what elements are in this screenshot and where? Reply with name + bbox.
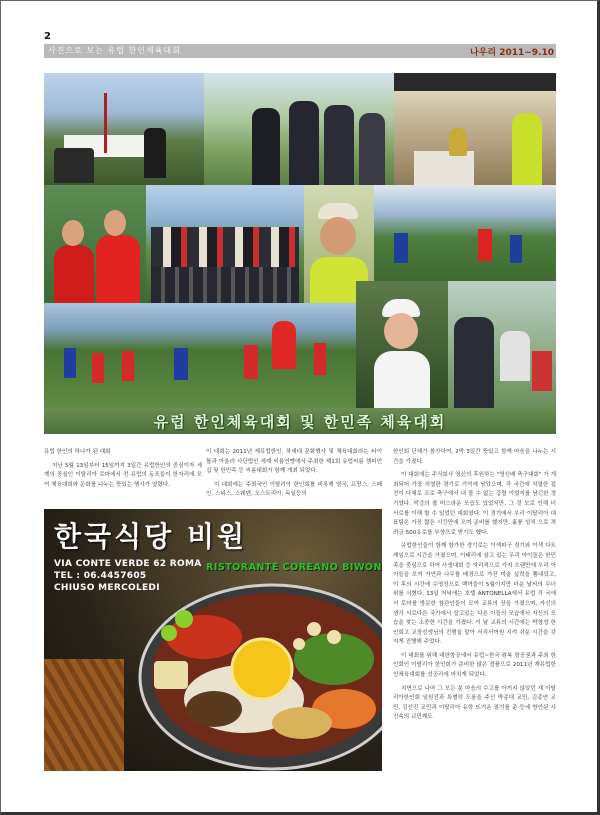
issue-label: 나우리 2011~9.10 [469, 48, 554, 58]
article-paragraph: 유럽한인들이 함께 함가한 경기로는 이색피구 경기와 이색 다트 게임으로 시간을 가졌으며, 이태리에 살고 있는 우리 아이들은 한민족을 중심으로 하여 사생대회 등 자리적으로 가지 오랜만에 우리 아이들을 모여 자연과 나무를 배경으로 가진 미술 실력을 뽐내었고, 이 후의 시간에 수영장으로 백여들이 5월이지만 더운 날씨의 무더위를 식혔다. 13일 저녁에는 호텔 ANTONELLA에서 유럽 각 국에서 로마를 방문한 참관인들이 모여 교류의 장을 가졌으며, 자신의 생각 서로다른 국가에서 살고있는 다른 이들의 모습에서 자신의 모습을 찾는 소중한 시간을 가졌다. 이 날 교류의 시간에는 박창성 한인회고 교장선생님의 진행을 맡아 서직서여원 지켜 쉬운 시간을 갖지게 진행해 주었다. [393, 543, 556, 646]
article-paragraph: 지난 5월 13일부터 15일까지 3일간 유럽한인의 중심이자 세계의 중심인 이탈리아 로마에서 전 유럽의 동포들이 한자리에 모여 체육대회와 문화를 나누는 뜻있는 행사가 열렸다. [44, 462, 202, 488]
bowl-green-bean [161, 625, 177, 641]
bowl-pine-nut [307, 622, 321, 636]
article-paragraph: 이 대회에는 주식회사 영신의 후원하는 "영신배 축구대회" 가 개최되어 가장 치열한 경기로 기억에 남았으며, 각 국간에 치열한 접전이 다채로 프로 축구에서 내 볼 수 없는 강렬 이었지를 남긴한 경기였다. 막강의 볼 머스라운 모습도 있었지만, 그 것 모로 인해 더 서로를 이해 할 수 있었던 대회였다. 이 경기에서 우리 이탈리아 대표팀은 가장 짧은 시간만에 모여 준비를 했지만, 훌륭 성적 으로 격려금 500유로를 부상으로 받기도 했다. [393, 472, 556, 536]
article-column-2 [206, 448, 382, 504]
bowl-sprouts [272, 707, 332, 739]
ad-address: VIA CONTE VERDE 62 ROMA [54, 559, 202, 569]
ad-korean-name: 한국식당 비원 [54, 520, 248, 553]
bowl-pine-nut [293, 638, 305, 650]
bowl-mushroom [186, 691, 242, 727]
article-column-1 [44, 448, 202, 494]
bowl-pine-nut [327, 630, 341, 644]
article-paragraph: 지면으로 나마 그 모든 분 마음의 수고를 아끼지 않았던 재 이탈리아한인회 임원진과 특별히 도움을 주신 박종대 교민, 김종연 교민, 김선진 교민과 이탈리아 유학 뜨거운 열기를 준 등에 방안된 사진속의 교민께도 [393, 685, 556, 721]
header-bar [44, 44, 556, 58]
ad-telephone: TEL : 06.4457605 [54, 571, 147, 581]
photo-presenter [44, 185, 146, 303]
photo-football-action [374, 185, 556, 281]
photo-football-match [44, 303, 356, 408]
photo-trophy-table [394, 73, 556, 185]
photo-ceremony-flags [44, 73, 204, 185]
ad-italian-name: RISTORANTE COREANO BIWON [206, 562, 382, 573]
article-paragraph: 이 대회를 위해 대한항공에서 유럽~한국 왕복 항공권과 주최 한인회인 이탈리아 한인회가 준비한 많은 경품으로 2011년 재유럽한인체육대회를 성공리에 마치게 되었다. [393, 652, 556, 679]
article-subheading: 유럽 한인의 하나가 된 대회 [44, 449, 111, 455]
photo-collage [44, 73, 556, 408]
photo-group [146, 185, 304, 303]
article-paragraph: 이 대회는 2011년 재유럽한인, 차세대 문화행사 및 체육대회라는 타이틀과 아울러 사단법인 세계 씨름연맹에서 주최한 제1회 유럽씨름 챔피언십 및 한민족 등 씨름대회가 함께 개최 되었다. [206, 449, 382, 475]
photo-girl-cap [356, 281, 448, 408]
photo-crowd-children [448, 281, 556, 408]
restaurant-advertisement [44, 509, 382, 771]
article-paragraph: 이 대회에는 주최국인 이탈리아 한인회를 비롯해 영국, 프랑스, 스페인, 스위스, 스웨덴, 오스트리아, 독일등의 [206, 481, 382, 498]
section-title: 사진으로 보는 유럽 한인체육대회 [48, 46, 181, 55]
bowl-radish [154, 661, 188, 689]
banner-title: 유럽 한인체육대회 및 한민족 체육대회 [153, 413, 447, 431]
bowl-egg-yolk [232, 639, 292, 699]
bowl-green-bean [175, 610, 193, 628]
article-paragraph: 한인회 단체가 참가하여, 2박 3일간 뜻있고 함께 마음을 나누는 시간을 가졌다. [393, 449, 556, 465]
banner-title-strip [44, 408, 556, 434]
photo-officials-saluting [204, 73, 394, 185]
ad-closed-day: CHIUSO MERCOLEDI [54, 583, 160, 593]
article-column-3 [393, 448, 556, 727]
page-number: 2 [44, 31, 51, 42]
